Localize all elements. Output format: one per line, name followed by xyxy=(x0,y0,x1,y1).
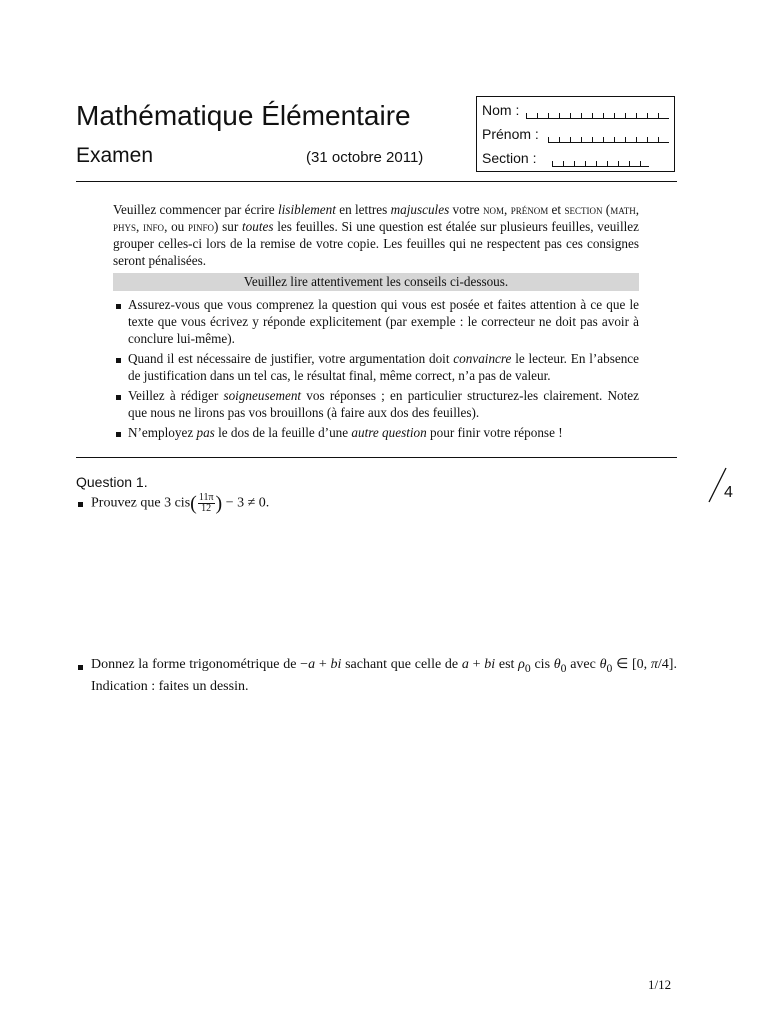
prenom-row xyxy=(482,126,539,142)
bullet-icon xyxy=(116,358,121,363)
section-label: Section : xyxy=(482,150,537,166)
bullet-icon xyxy=(78,665,83,670)
section-field[interactable] xyxy=(552,159,649,167)
advice-banner: Veuillez lire attentivement les conseils ci-dessous. xyxy=(113,273,639,291)
bullet-icon xyxy=(116,432,121,437)
student-id-box xyxy=(476,96,675,172)
section-divider xyxy=(76,457,677,458)
score-box xyxy=(706,466,746,506)
question-1-item-1: Prouvez que 3 cis( $\frac{11\pi}{12}$ ) − 3 ≠ 0. xyxy=(76,493,677,514)
max-score: 4 xyxy=(724,484,733,501)
advice-item: Assurez-vous que vous comprenez la question qui vous est posée et faites attention à ce que le texte que vous écrivez y réponde explicitement (par exemple : le correcteur ne doit pas avoir à conclure lui-même). xyxy=(113,296,639,347)
header-divider xyxy=(76,181,677,182)
bullet-icon xyxy=(116,304,121,309)
nom-field[interactable] xyxy=(526,111,669,119)
page-number: 1/12 xyxy=(648,977,672,992)
exam-subtitle: Examen xyxy=(76,144,154,167)
fraction: $\frac{11\pi}{12}$ xyxy=(198,492,214,514)
section-row xyxy=(482,150,536,166)
advice-item: Quand il est nécessaire de justifier, votre argumentation doit convaincre le lecteur. En l’absence de justification dans un tel cas, le résultat final, même correct, n’a pas de valeur. xyxy=(113,350,639,384)
advice-item: Veillez à rédiger soigneusement vos réponses ; en particulier structurez-les clairement. Notez que nous ne lirons pas vos brouillons (à faire aux dos des feuilles). xyxy=(113,387,639,421)
exam-date: (31 octobre 2011) xyxy=(306,149,424,166)
question-1-title: Question 1. xyxy=(76,474,148,490)
question-1-item-2: Donnez la forme trigonométrique de −a + bi sachant que celle de a + bi est $\rho_0$ cis $\theta_0$ avec $\theta_0$ ∈ [0, π/4]. Indication : faites un dessin. xyxy=(76,656,677,696)
advice-item: N’employez pas le dos de la feuille d’une autre question pour finir votre réponse ! xyxy=(113,424,639,441)
exam-title: Mathématique Élémentaire xyxy=(76,100,411,131)
instructions-paragraph: Veuillez commencer par écrire lisiblement en lettres majuscules votre nom, prénom et section (math, phys, info, ou pinfo) sur toutes les feuilles. Si une question est étalée sur plusieurs feuilles, veuillez grouper celles-ci lors de la remise de votre copie. Les feuilles qui ne respectent pas ces consignes seront pénalisées. xyxy=(113,202,640,268)
advice-list xyxy=(113,296,639,444)
prenom-label: Prénom : xyxy=(482,126,539,142)
prenom-field[interactable] xyxy=(548,135,669,143)
nom-row xyxy=(482,102,519,118)
bullet-icon xyxy=(116,395,121,400)
nom-label: Nom : xyxy=(482,102,520,118)
bullet-icon xyxy=(78,502,83,507)
